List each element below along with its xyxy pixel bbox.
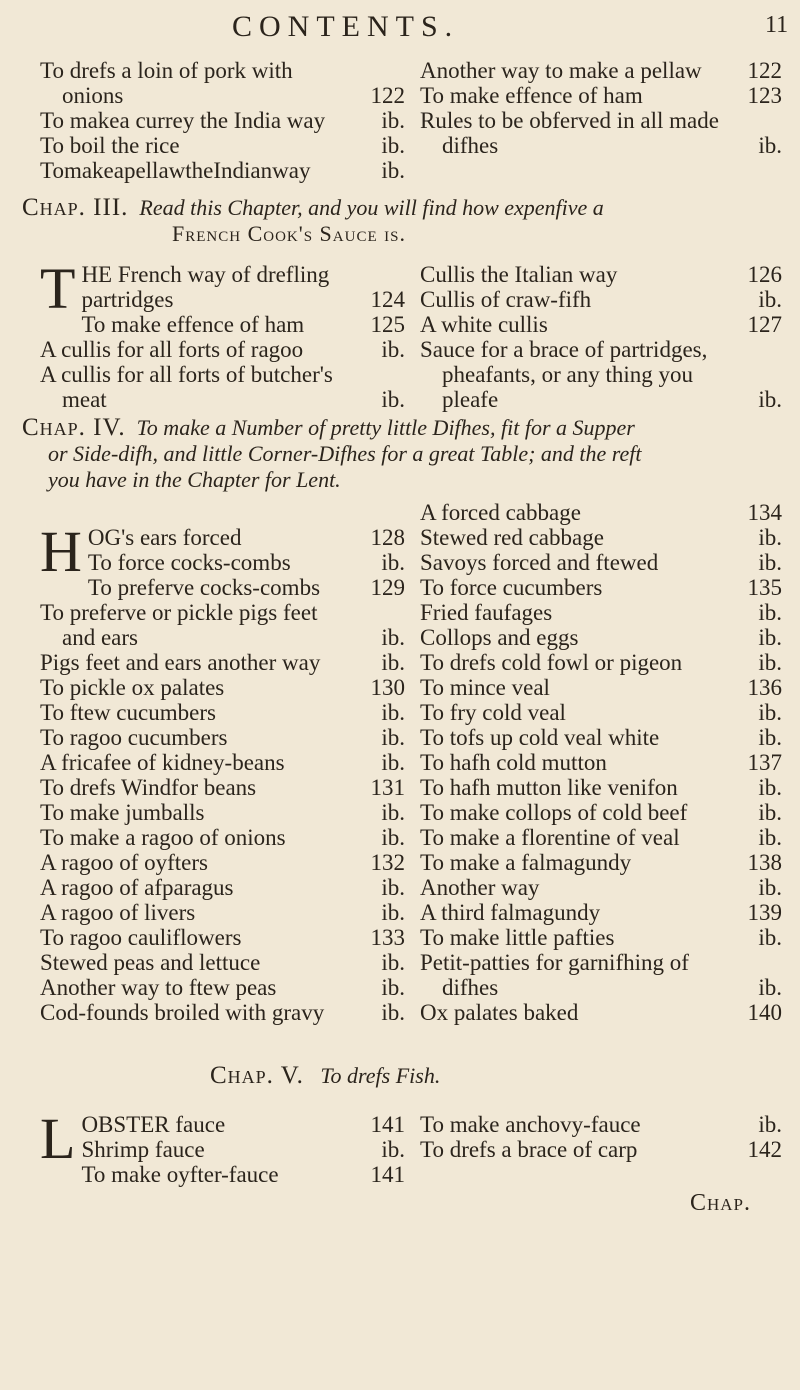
toc-entry-title: A white cullis: [420, 312, 548, 337]
toc-entry-title: pleafe: [442, 387, 499, 412]
toc-entry-title: Collops and eggs: [420, 625, 579, 650]
toc-entry-page: ib.: [758, 825, 782, 850]
toc-entry: [40, 133, 405, 158]
toc-entry-title: Fried faufages: [420, 600, 553, 625]
toc-entry-page: 122: [370, 83, 405, 108]
toc-entry-page: 142: [747, 1137, 782, 1162]
toc-entry-title: To hafh cold mutton: [420, 750, 607, 775]
toc-column-left-continued: [40, 58, 405, 183]
toc-entry: [420, 875, 782, 900]
toc-entry: [420, 525, 782, 550]
toc-entry-page: ib.: [758, 525, 782, 550]
toc-entry-title: To hafh mutton like venifon: [420, 775, 678, 800]
toc-entry-title: To mince veal: [420, 675, 550, 700]
toc-entry-title: To make jumballs: [40, 800, 205, 825]
chapter-4-heading: [22, 415, 782, 493]
toc-entry-title: A ragoo of livers: [40, 900, 196, 925]
toc-entry: [420, 1000, 782, 1025]
toc-entry: [40, 800, 405, 825]
toc-entry-page: ib.: [381, 800, 405, 825]
chapter-3-label: Chap. III.: [22, 194, 129, 221]
drop-cap: L: [40, 1106, 76, 1171]
toc-entry-page: ib.: [381, 650, 405, 675]
toc-entry-page: 131: [370, 775, 405, 800]
toc-entry-page: ib.: [381, 975, 405, 1000]
toc-entry-page: 133: [370, 925, 405, 950]
toc-entry: [40, 850, 405, 875]
toc-entry-page: 141: [370, 1112, 405, 1137]
toc-entry-page: 124: [370, 287, 405, 312]
toc-entry: [420, 750, 782, 775]
toc-entry-title: Cullis of craw-fifh: [420, 287, 592, 312]
toc-entry: [40, 775, 405, 800]
toc-entry-title: To makea currey the India way: [40, 108, 326, 133]
toc-entry-page: ib.: [381, 550, 405, 575]
toc-entry-title: To drefs cold fowl or pigeon: [420, 650, 683, 675]
toc-entry: [40, 362, 405, 387]
toc-entry-page: ib.: [381, 133, 405, 158]
chapter-5-left-column: [40, 1106, 405, 1187]
toc-entry-title: A ragoo of afparagus: [40, 875, 234, 900]
toc-entry-page: ib.: [758, 775, 782, 800]
toc-entry: [420, 337, 782, 362]
toc-entry: [420, 675, 782, 700]
toc-entry-page: 132: [370, 850, 405, 875]
toc-entry: [420, 825, 782, 850]
toc-entry: [40, 550, 405, 575]
chapter-3-left-column: [40, 256, 405, 412]
toc-entry-title: difhes: [442, 133, 499, 158]
toc-entry-title: To boil the rice: [40, 133, 180, 158]
toc-entry: [420, 1137, 782, 1162]
toc-entry-page: ib.: [381, 950, 405, 975]
toc-entry: [40, 58, 405, 83]
toc-entry-page: 136: [747, 675, 782, 700]
toc-entry-title: Rules to be obferved in all made: [420, 108, 719, 133]
toc-entry: [40, 675, 405, 700]
toc-entry-title: Pigs feet and ears another way: [40, 650, 321, 675]
toc-entry-title: Another way to ftew peas: [40, 975, 277, 1000]
toc-entry: [420, 1112, 782, 1137]
toc-entry: [40, 925, 405, 950]
toc-entry-title: pheafants, or any thing you: [442, 362, 694, 387]
toc-entry-page: ib.: [758, 600, 782, 625]
toc-entry: [420, 83, 782, 108]
toc-entry-title: TomakeapellawtheIndianway: [40, 158, 311, 183]
chapter-5-heading: [210, 1063, 770, 1089]
chapter-4-title-line-3: you have in the Chapter for Lent.: [48, 467, 341, 492]
toc-entry: [40, 650, 405, 675]
toc-entry: [40, 337, 405, 362]
toc-entry: [420, 950, 782, 975]
chapter-3-title-line-1: Read this Chapter, and you will find how expenfive a: [139, 195, 604, 220]
toc-entry-page: ib.: [758, 700, 782, 725]
toc-entry: [420, 133, 782, 158]
toc-entry-page: 122: [747, 58, 782, 83]
chapter-5-title: To drefs Fish.: [320, 1063, 441, 1088]
toc-entry: [40, 900, 405, 925]
toc-entry-title: A cullis for all forts of ragoo: [40, 337, 304, 362]
toc-entry-page: ib.: [758, 287, 782, 312]
toc-entry-title: Petit-patties for garnifhing of: [420, 950, 689, 975]
toc-entry: [420, 850, 782, 875]
running-head: [0, 10, 800, 50]
toc-entry-title: To pickle ox palates: [40, 675, 225, 700]
toc-entry: [40, 1162, 405, 1187]
toc-entry-page: 138: [747, 850, 782, 875]
toc-entry: [40, 600, 405, 625]
toc-entry: [40, 950, 405, 975]
toc-entry: [40, 83, 405, 108]
toc-entry-title: Sauce for a brace of partridges,: [420, 337, 708, 362]
toc-entry-page: 135: [747, 575, 782, 600]
toc-entry-title: OBSTER fauce: [81, 1112, 226, 1137]
toc-entry-title: A fricafee of kidney-beans: [40, 750, 285, 775]
toc-entry: [420, 650, 782, 675]
toc-entry-title: To force cocks-combs: [87, 550, 291, 575]
toc-entry: [40, 750, 405, 775]
toc-entry-page: ib.: [758, 1112, 782, 1137]
toc-entry-page: ib.: [381, 725, 405, 750]
toc-entry-page: ib.: [758, 625, 782, 650]
toc-entry-page: 128: [370, 525, 405, 550]
toc-entry-title: Another way to make a pellaw: [420, 58, 702, 83]
toc-entry: [40, 875, 405, 900]
page-title: CONTENTS.: [232, 10, 460, 43]
toc-entry: [420, 575, 782, 600]
toc-entry: [420, 700, 782, 725]
toc-entry-page: ib.: [381, 875, 405, 900]
toc-entry-title: partridges: [81, 287, 174, 312]
toc-entry: [40, 975, 405, 1000]
toc-entry-title: To make effence of ham: [420, 83, 643, 108]
toc-entry-title: HE French way of drefling: [81, 262, 330, 287]
toc-entry-page: 141: [370, 1162, 405, 1187]
toc-entry: [420, 800, 782, 825]
toc-entry-title: To ftew cucumbers: [40, 700, 216, 725]
toc-entry-page: ib.: [381, 337, 405, 362]
toc-entry-title: To make a falmagundy: [420, 850, 632, 875]
toc-entry-page: 130: [370, 675, 405, 700]
toc-entry-title: onions: [62, 83, 124, 108]
toc-entry: [420, 500, 782, 525]
toc-entry: [40, 158, 405, 183]
toc-entry-page: ib.: [381, 1000, 405, 1025]
toc-entry-title: Stewed red cabbage: [420, 525, 604, 550]
toc-entry-title: A third falmagundy: [420, 900, 601, 925]
toc-entry-page: 126: [747, 262, 782, 287]
toc-entry-page: ib.: [381, 700, 405, 725]
toc-entry-title: To make effence of ham: [81, 312, 305, 337]
toc-entry: [40, 1000, 405, 1025]
toc-entry: [40, 108, 405, 133]
toc-entry: [40, 1137, 405, 1162]
toc-entry-page: ib.: [381, 108, 405, 133]
toc-entry: [420, 108, 782, 133]
chapter-4-title-line-2: or Side-difh, and little Corner-Difhes for a great Table; and the reft: [48, 441, 642, 466]
toc-entry-title: To force cucumbers: [420, 575, 603, 600]
toc-entry: [420, 58, 782, 83]
toc-entry-page: ib.: [381, 387, 405, 412]
toc-entry-title: To make a florentine of veal: [420, 825, 680, 850]
toc-entry-page: ib.: [381, 900, 405, 925]
toc-entry-page: 129: [370, 575, 405, 600]
toc-entry: [420, 262, 782, 287]
toc-entry-title: To tofs up cold veal white: [420, 725, 660, 750]
toc-entry-page: ib.: [381, 750, 405, 775]
toc-entry-page: 127: [747, 312, 782, 337]
toc-entry: [420, 900, 782, 925]
toc-entry-title: meat: [62, 387, 107, 412]
chapter-4-right-column: [420, 500, 782, 1025]
toc-entry-title: Stewed peas and lettuce: [40, 950, 261, 975]
toc-entry: [420, 387, 782, 412]
toc-entry: [420, 925, 782, 950]
toc-entry-page: 140: [747, 1000, 782, 1025]
toc-entry-page: ib.: [758, 725, 782, 750]
toc-entry: [420, 600, 782, 625]
toc-entry: [420, 725, 782, 750]
toc-entry-title: A forced cabbage: [420, 500, 581, 525]
toc-entry: [420, 975, 782, 1000]
toc-entry: [40, 725, 405, 750]
toc-entry-title: To ragoo cucumbers: [40, 725, 228, 750]
toc-column-right-continued: [420, 58, 782, 158]
toc-entry-page: ib.: [758, 550, 782, 575]
toc-entry-title: Cullis the Italian way: [420, 262, 618, 287]
toc-entry-title: Another way: [420, 875, 540, 900]
chapter-4-label: Chap. IV.: [22, 414, 126, 441]
toc-entry: [40, 575, 405, 600]
toc-entry: [420, 550, 782, 575]
toc-entry-page: ib.: [381, 825, 405, 850]
toc-entry-title: To fry cold veal: [420, 700, 566, 725]
toc-entry-title: Ox palates baked: [420, 1000, 579, 1025]
chapter-5-right-column: [420, 1112, 782, 1162]
toc-entry-title: To make a ragoo of onions: [40, 825, 286, 850]
toc-entry-title: To preferve or pickle pigs feet: [40, 600, 318, 625]
drop-cap: H: [40, 519, 82, 584]
catchword: Chap.: [690, 1190, 752, 1216]
toc-entry-title: To make oyfter-fauce: [81, 1162, 279, 1187]
toc-entry: [40, 700, 405, 725]
toc-entry-title: To make collops of cold beef: [420, 800, 688, 825]
toc-entry-title: To make little pafties: [420, 925, 615, 950]
toc-entry-page: ib.: [758, 133, 782, 158]
drop-cap: T: [40, 256, 76, 321]
toc-entry-title: OG's ears forced: [87, 525, 242, 550]
toc-entry-title: Shrimp fauce: [81, 1137, 205, 1162]
toc-entry-title: A cullis for all forts of butcher's: [40, 362, 333, 387]
toc-entry: [40, 625, 405, 650]
page-number: 11: [765, 12, 789, 38]
toc-entry-title: To ragoo cauliflowers: [40, 925, 242, 950]
toc-entry: [40, 287, 405, 312]
toc-entry-page: 137: [747, 750, 782, 775]
toc-entry-title: To make anchovy-fauce: [420, 1112, 641, 1137]
toc-entry-page: ib.: [758, 387, 782, 412]
chapter-5-label: Chap. V.: [210, 1062, 304, 1089]
toc-entry: [420, 625, 782, 650]
toc-entry: [420, 312, 782, 337]
toc-entry-page: ib.: [758, 875, 782, 900]
toc-entry-title: To drefs a brace of carp: [420, 1137, 638, 1162]
toc-entry-title: difhes: [442, 975, 499, 1000]
toc-entry-page: 125: [370, 312, 405, 337]
chapter-4-left-column: [40, 519, 405, 1025]
toc-entry: [420, 775, 782, 800]
toc-entry-page: ib.: [381, 1137, 405, 1162]
toc-entry: [420, 287, 782, 312]
chapter-4-title-line-1: To make a Number of pretty little Difhes, fit for a Supper: [136, 415, 635, 440]
toc-entry-page: ib.: [758, 925, 782, 950]
toc-entry-page: 134: [747, 500, 782, 525]
toc-entry-title: Savoys forced and ftewed: [420, 550, 659, 575]
toc-entry: [40, 387, 405, 412]
toc-entry-page: 123: [747, 83, 782, 108]
toc-entry-title: To drefs Windfor beans: [40, 775, 257, 800]
toc-entry: [420, 362, 782, 387]
toc-entry-page: ib.: [381, 625, 405, 650]
toc-entry-page: 139: [747, 900, 782, 925]
chapter-3-title-line-2: French Cook's Sauce is.: [172, 221, 406, 246]
toc-entry-title: To drefs a loin of pork with: [40, 58, 293, 83]
toc-entry-title: To preferve cocks-combs: [87, 575, 321, 600]
toc-entry-page: ib.: [758, 975, 782, 1000]
toc-entry-title: and ears: [62, 625, 138, 650]
chapter-3-right-column: [420, 262, 782, 412]
toc-entry-title: A ragoo of oyfters: [40, 850, 208, 875]
chapter-3-heading: [22, 195, 782, 247]
toc-entry-page: ib.: [381, 158, 405, 183]
toc-entry-title: Cod-founds broiled with gravy: [40, 1000, 325, 1025]
toc-entry-page: ib.: [758, 650, 782, 675]
toc-entry: [40, 312, 405, 337]
toc-entry-page: ib.: [758, 800, 782, 825]
toc-entry: [40, 825, 405, 850]
